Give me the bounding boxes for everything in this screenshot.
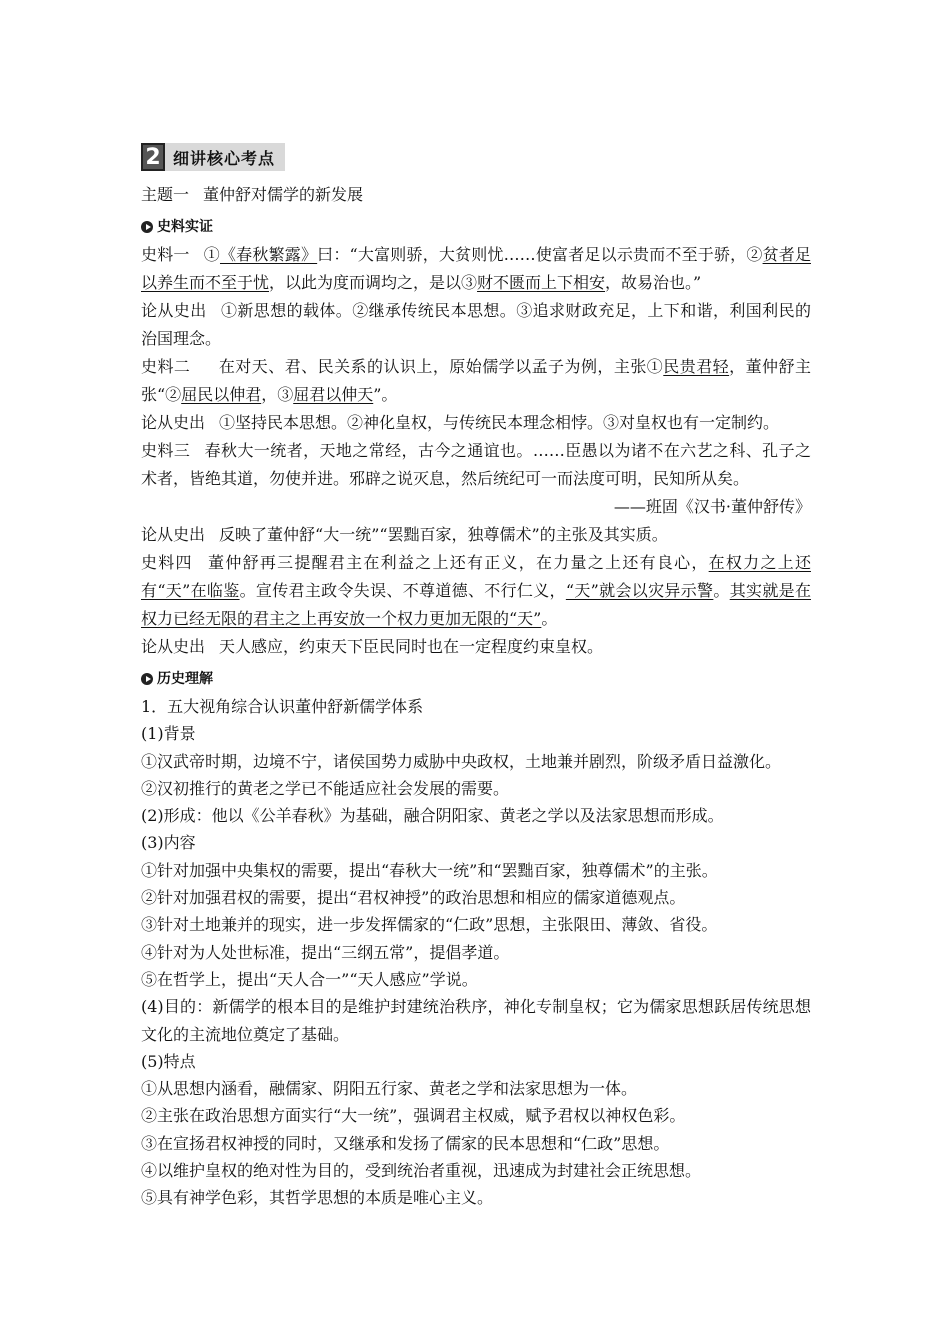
material-label: 史料三 (141, 441, 191, 460)
underlined-text: 贫者足以养生而不至于忧 (141, 245, 811, 292)
text-run: ”。 (373, 385, 398, 404)
play-bullet-icon (141, 221, 153, 233)
underlined-text: 民贵君轻 (663, 357, 730, 376)
topic-heading (141, 183, 811, 207)
text-run: 。宣传君主政令失误、不尊道德、不行仁义， (239, 581, 566, 600)
text-run: 在对天、君、民关系的认识上，原始儒学以孟子为例，主张① (218, 357, 664, 376)
text-run: 董仲舒再三提醒君主在利益之上还有正义，在力量之上还有良心， (206, 553, 709, 572)
page-content (141, 143, 811, 1212)
list-item: ④针对为人处世标准，提出“三纲五常”，提倡孝道。 (141, 942, 510, 962)
material-4 (141, 549, 811, 633)
list-item: ③在宣扬君权神授的同时，又继承和发扬了儒家的民本思想和“仁政”思想。 (141, 1133, 670, 1153)
analysis-text: 反映了董仲舒“大一统”“罢黜百家，独尊儒术”的主张及其实质。 (219, 525, 668, 544)
underlined-text: 财不匮而上下相安 (477, 273, 606, 292)
analysis-3 (141, 521, 811, 549)
underlined-text: 《春秋繁露》 (219, 245, 318, 264)
text-run: 曰：“大富则骄，大贫则忧……使富者足以示贵而不至于骄，② (317, 245, 763, 264)
text-run: ，故易治也。” (605, 273, 702, 292)
list-item: 1．五大视角综合认识董仲舒新儒学体系 (141, 697, 424, 716)
underlined-text: 屈民以伸君 (181, 385, 262, 404)
material-2 (141, 353, 811, 409)
underlined-text: 屈君以伸天 (293, 385, 374, 404)
material-label: 史料四 (141, 553, 193, 572)
text-run: ，董仲舒主张“② (141, 357, 811, 404)
topic-label: 主题一 (141, 185, 190, 204)
analysis-text: ①新思想的载体。②继承传统民本思想。③追求财政充足，上下和谐，利国利民的治国理念。 (141, 301, 811, 348)
subsection-title: 史料实证 (157, 219, 213, 235)
analysis-label: 论从史出 (141, 525, 206, 544)
text-run: 。 (541, 609, 558, 628)
list-item: ①汉武帝时期，边境不宁，诸侯国势力威胁中央政权，土地兼并剧烈，阶级矛盾日益激化。 (141, 751, 782, 771)
subsection-heading-evidence (141, 215, 811, 239)
analysis-2 (141, 409, 811, 437)
list-item: ⑤在哲学上，提出“天人合一”“天人感应”学说。 (141, 969, 478, 989)
list-item: (1)背景 (141, 724, 196, 744)
material-text: 春秋大一统者，天地之常经，古今之通谊也。……臣愚以为诸不在六艺之科、孔子之术者，皆绝其道，勿使并进。邪辟之说灭息，然后统纪可一而法度可明，民知所从矣。 (141, 441, 811, 488)
analysis-4 (141, 633, 811, 661)
material-label: 史料二 (141, 357, 191, 376)
list-item: (3)内容 (141, 833, 196, 853)
list-item: ③针对土地兼并的现实，进一步发挥儒家的“仁政”思想，主张限田、薄敛、省役。 (141, 915, 718, 935)
analysis-label: 论从史出 (141, 301, 207, 320)
analysis-label: 论从史出 (141, 413, 206, 432)
list-item: (5)特点 (141, 1051, 196, 1071)
material-label: 史料一 (141, 245, 190, 264)
material-3-source: ——班固《汉书·董仲舒传》 (613, 497, 811, 516)
text-run: ，③ (261, 385, 294, 404)
text-run: ① (203, 245, 220, 264)
section-title: 细讲核心考点 (165, 143, 285, 171)
list-item: ①从思想内涵看，融儒家、阴阳五行家、黄老之学和法家思想为一体。 (141, 1079, 638, 1099)
analysis-1 (141, 297, 811, 353)
understanding-list (141, 693, 811, 1212)
list-item: ⑤具有神学色彩，其哲学思想的本质是唯心主义。 (141, 1188, 494, 1208)
underlined-text: “天”就会以灾异示警 (565, 581, 714, 600)
underlined-text: 在权力之上还有“天”在临鉴 (141, 553, 811, 600)
analysis-text: 天人感应，约束天下臣民同时也在一定程度约束皇权。 (219, 637, 604, 656)
analysis-text: ①坚持民本思想。②神化皇权，与传统民本理念相悖。③对皇权也有一定制约。 (219, 413, 780, 432)
list-item: ②汉初推行的黄老之学已不能适应社会发展的需要。 (141, 778, 510, 798)
section-header (141, 143, 811, 171)
list-item: (2)形成：他以《公羊春秋》为基础，融合阴阳家、黄老之学以及法家思想而形成。 (141, 806, 724, 826)
text-run: ，以此为度而调均之，是以③ (269, 273, 478, 292)
text-run: 。 (713, 581, 730, 600)
list-item: (4)目的：新儒学的根本目的是维护封建统治秩序，神化专制皇权；它为儒家思想跃居传统思想文化的主流地位奠定了基础。 (141, 997, 811, 1044)
list-item: ④以维护皇权的绝对性为目的，受到统治者重视，迅速成为封建社会正统思想。 (141, 1161, 702, 1181)
subsection-heading-understanding (141, 667, 811, 691)
list-item: ①针对加强中央集权的需要，提出“春秋大一统”和“罢黜百家，独尊儒术”的主张。 (141, 860, 718, 880)
material-1 (141, 241, 811, 297)
list-item: ②针对加强君权的需要，提出“君权神授”的政治思想和相应的儒家道德观点。 (141, 888, 686, 908)
material-3 (141, 437, 811, 493)
underlined-text: 其实就是在权力已经无限的君主之上再安放一个权力更加无限的“天” (141, 581, 811, 628)
topic-title: 董仲舒对儒学的新发展 (203, 185, 364, 204)
play-bullet-icon (141, 673, 153, 685)
list-item: ②主张在政治思想方面实行“大一统”，强调君主权威，赋予君权以神权色彩。 (141, 1106, 686, 1126)
analysis-label: 论从史出 (141, 637, 206, 656)
section-number-badge: 2 (141, 143, 165, 171)
subsection-title: 历史理解 (157, 671, 213, 687)
